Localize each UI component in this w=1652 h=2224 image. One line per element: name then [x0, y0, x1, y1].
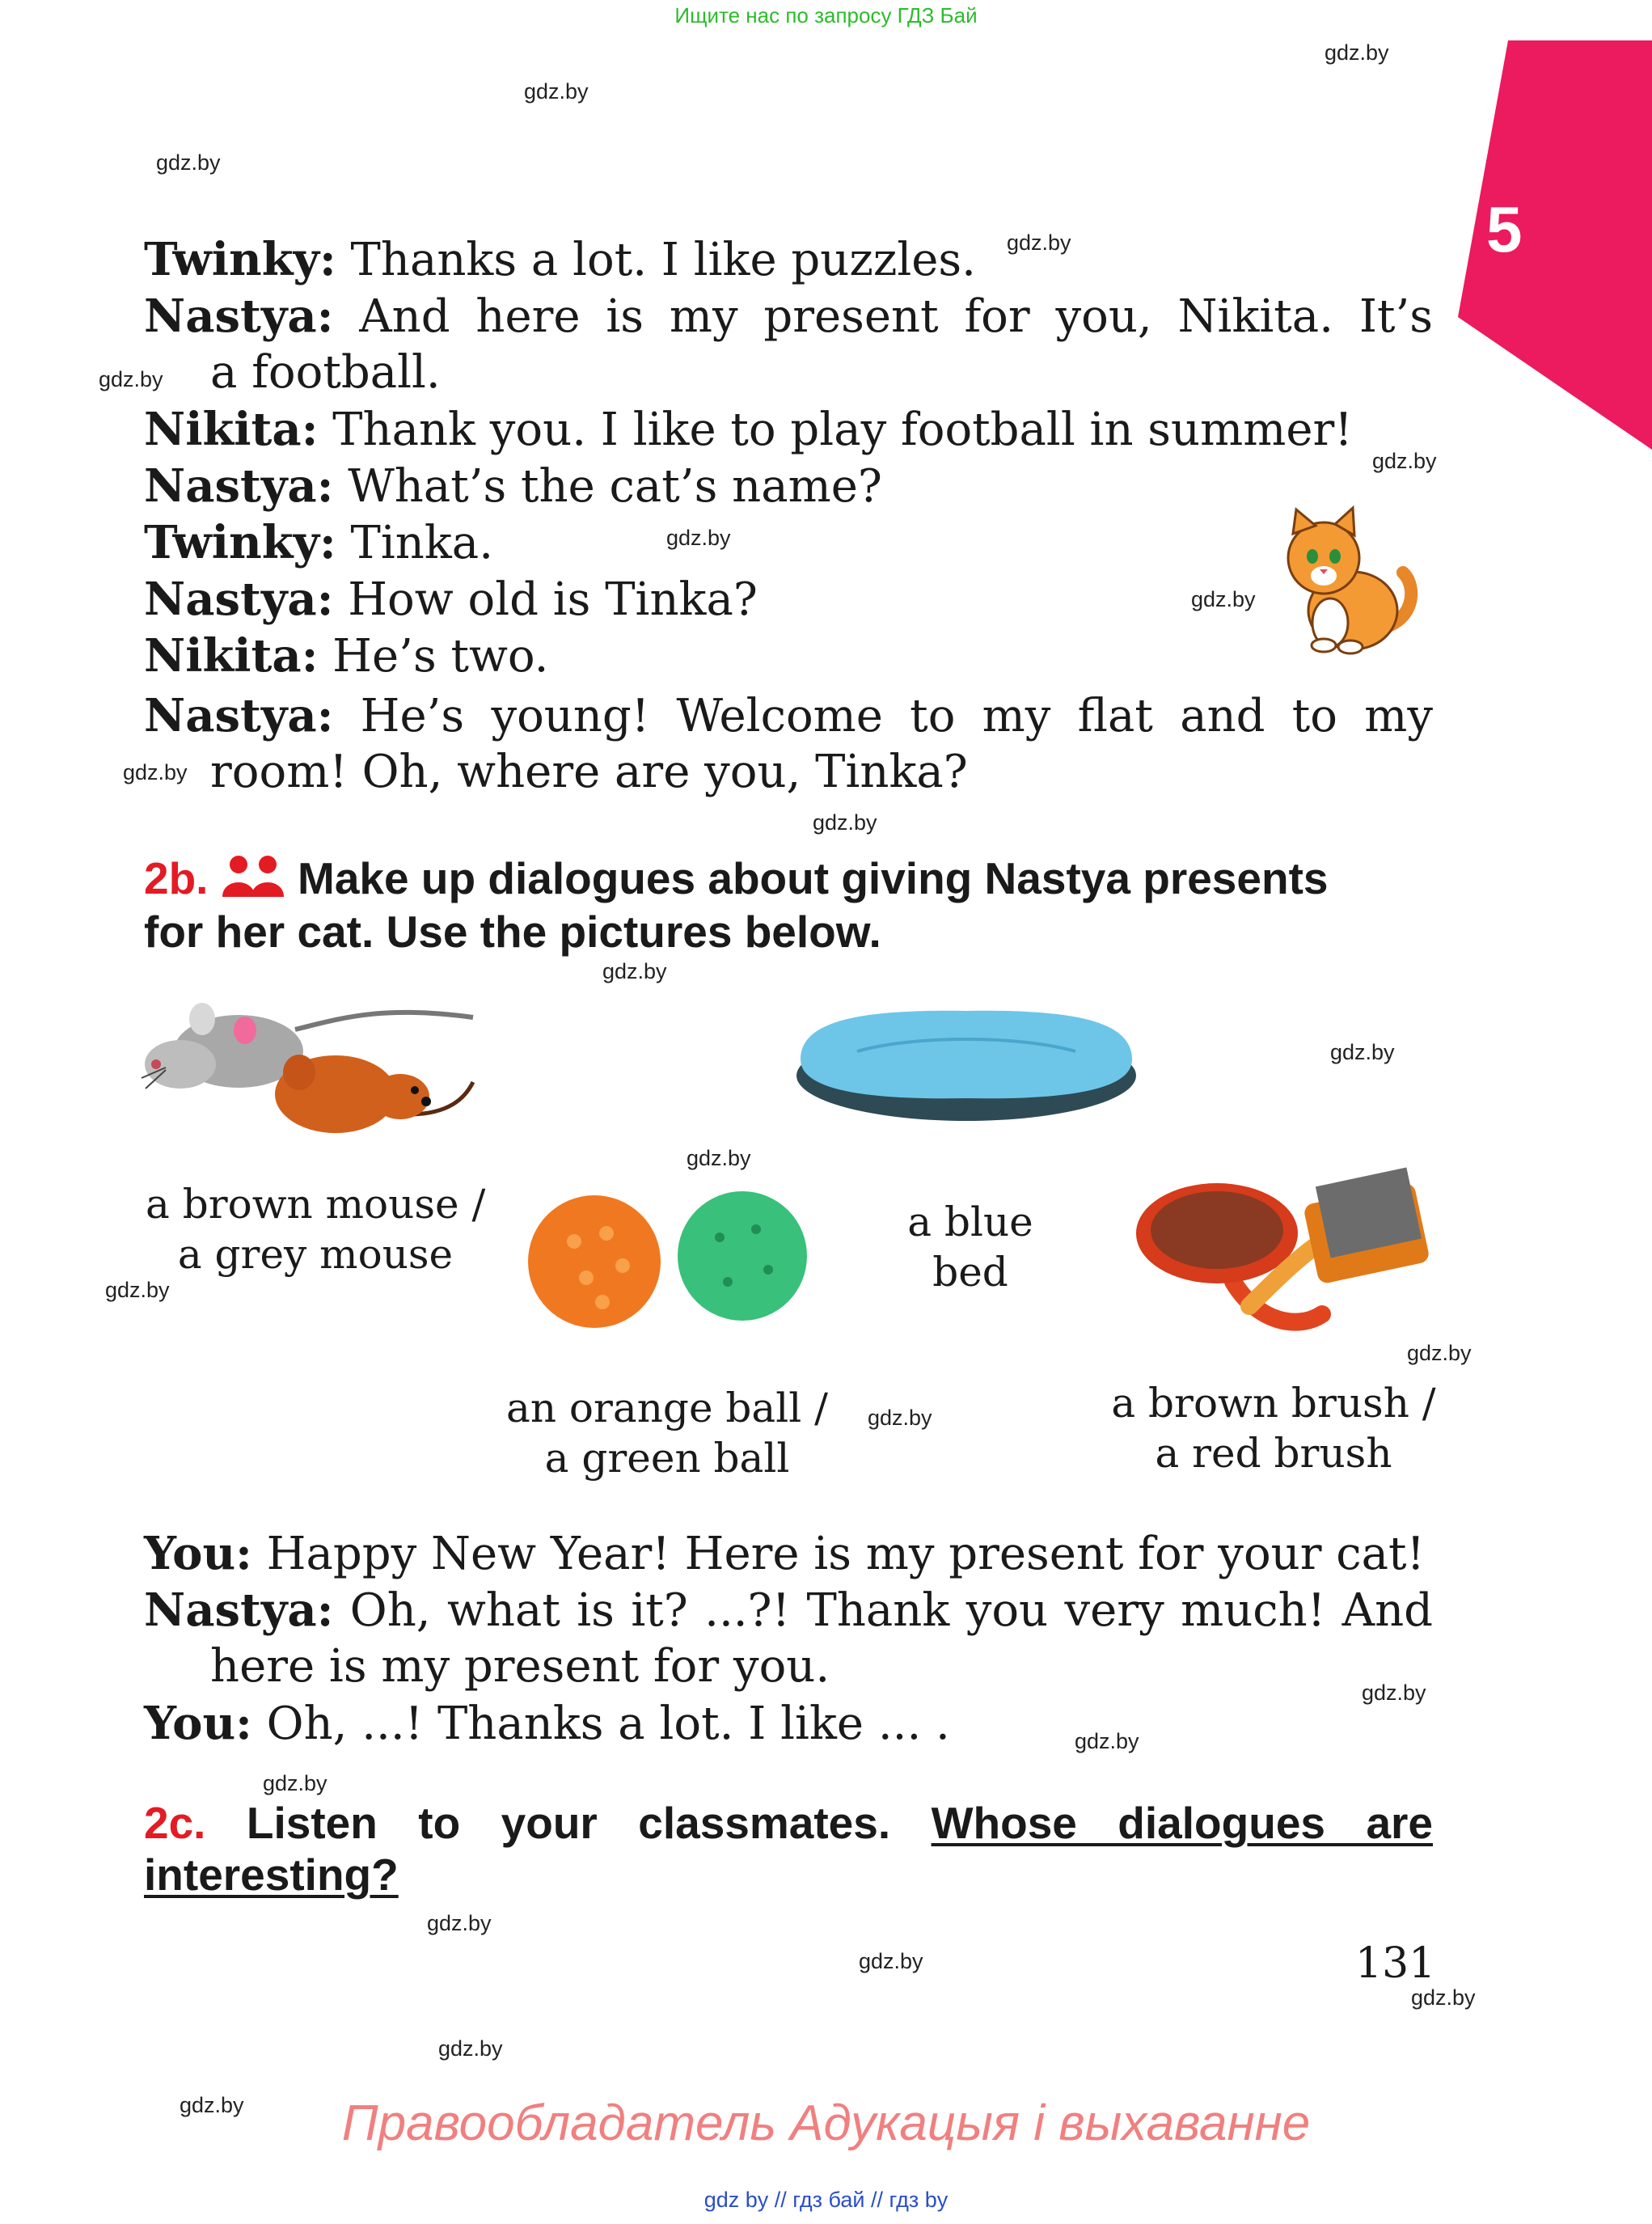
caption-bed-1: a blue — [907, 1199, 1033, 1245]
top-note: Ищите нас по запросу ГДЗ Бай — [674, 3, 978, 27]
caption-ball-1: an orange ball / — [506, 1385, 828, 1431]
dialogue-line-9: Nastya: He’s young! Welcome to my flat and to my — [144, 689, 1433, 742]
caption-mouse-2: a grey mouse — [177, 1231, 454, 1278]
balls-picture — [526, 1193, 813, 1334]
watermark: gdz.by — [1372, 449, 1437, 473]
dialogue2-line-1: You: Happy New Year! Here is my present for your cat! — [144, 1527, 1426, 1580]
watermark: gdz.by — [180, 2093, 244, 2117]
watermark: gdz.by — [1330, 1040, 1395, 1064]
watermark: gdz.by — [1007, 230, 1071, 255]
caption-ball-2: a green ball — [544, 1435, 790, 1482]
dialogue-line-8: Nikita: He’s two. — [144, 629, 549, 683]
caption-bed-2: bed — [932, 1249, 1008, 1296]
dialogue2-line-3: here is my present for you. — [210, 1640, 830, 1693]
caption-mouse-1: a brown mouse / — [146, 1181, 486, 1228]
watermark: gdz.by — [1325, 40, 1389, 65]
caption-brush-2: a red brush — [1155, 1430, 1392, 1477]
watermark: gdz.by — [813, 810, 877, 835]
watermark: gdz.by — [123, 760, 188, 784]
watermark: gdz.by — [438, 2036, 503, 2061]
unit-number: 5 — [1486, 193, 1523, 265]
watermark: gdz.by — [156, 150, 221, 175]
watermark: gdz.by — [1075, 1729, 1139, 1753]
dialogue-line-3: a football. — [210, 346, 441, 399]
watermark: gdz.by — [99, 367, 163, 391]
task-2c-line-2: interesting? — [144, 1850, 399, 1900]
footer-links[interactable]: gdz by // гдз бай // гдз by — [703, 2188, 949, 2212]
watermark: gdz.by — [524, 79, 589, 104]
watermark: gdz.by — [687, 1146, 751, 1170]
brushes-picture — [1136, 1161, 1427, 1338]
watermark: gdz.by — [868, 1406, 932, 1430]
dialogue-line-2: Nastya: And here is my present for you, Nikita. It’s — [144, 290, 1433, 343]
dialogue-line-7: Nastya: How old is Tinka? — [144, 573, 758, 626]
dialogue-line-10: room! Oh, where are you, Tinka? — [210, 746, 968, 798]
mice-picture — [142, 1001, 481, 1139]
watermark: gdz.by — [1407, 1341, 1472, 1365]
dialogue2-line-4: You: Oh, ...! Thanks a lot. I like ... . — [144, 1697, 950, 1750]
dialogue-line-4: Nikita: Thank you. I like to play football in summer! — [144, 403, 1353, 456]
watermark: gdz.by — [666, 526, 731, 550]
watermark: gdz.by — [1411, 1985, 1476, 2010]
watermark: gdz.by — [1191, 587, 1256, 611]
cat-illustration — [1274, 509, 1419, 655]
task-2c-line-1: 2c. Listen to your classmates. Whose dialogues are — [144, 1798, 1434, 1848]
dialogue-line-1: Twinky: Thanks a lot. I like puzzles. — [144, 233, 976, 286]
watermark: gdz.by — [1362, 1681, 1426, 1705]
caption-brush-1: a brown brush / — [1111, 1380, 1436, 1427]
watermark: gdz.by — [427, 1911, 492, 1935]
task-2b-line-2: for her cat. Use the pictures below. — [144, 907, 881, 957]
dialogue2-line-2: Nastya: Oh, what is it? ...?! Thank you very much! And — [144, 1583, 1433, 1637]
dialogue-line-5: Nastya: What’s the cat’s name? — [144, 459, 882, 513]
watermark: gdz.by — [263, 1771, 327, 1795]
rights-holder: Правообладатель Адукацыя і выхаванне — [341, 2095, 1311, 2151]
task-2b-line-1: 2b. Make up dialogues about giving Nastya presents — [144, 853, 1329, 903]
bed-picture — [792, 1003, 1140, 1124]
watermark: gdz.by — [602, 959, 667, 983]
watermark: gdz.by — [105, 1278, 170, 1302]
pair-work-icon — [221, 855, 285, 897]
watermark: gdz.by — [859, 1949, 923, 1973]
dialogue-line-6: Twinky: Tinka. — [144, 516, 493, 569]
page-number: 131 — [1355, 1939, 1436, 1988]
